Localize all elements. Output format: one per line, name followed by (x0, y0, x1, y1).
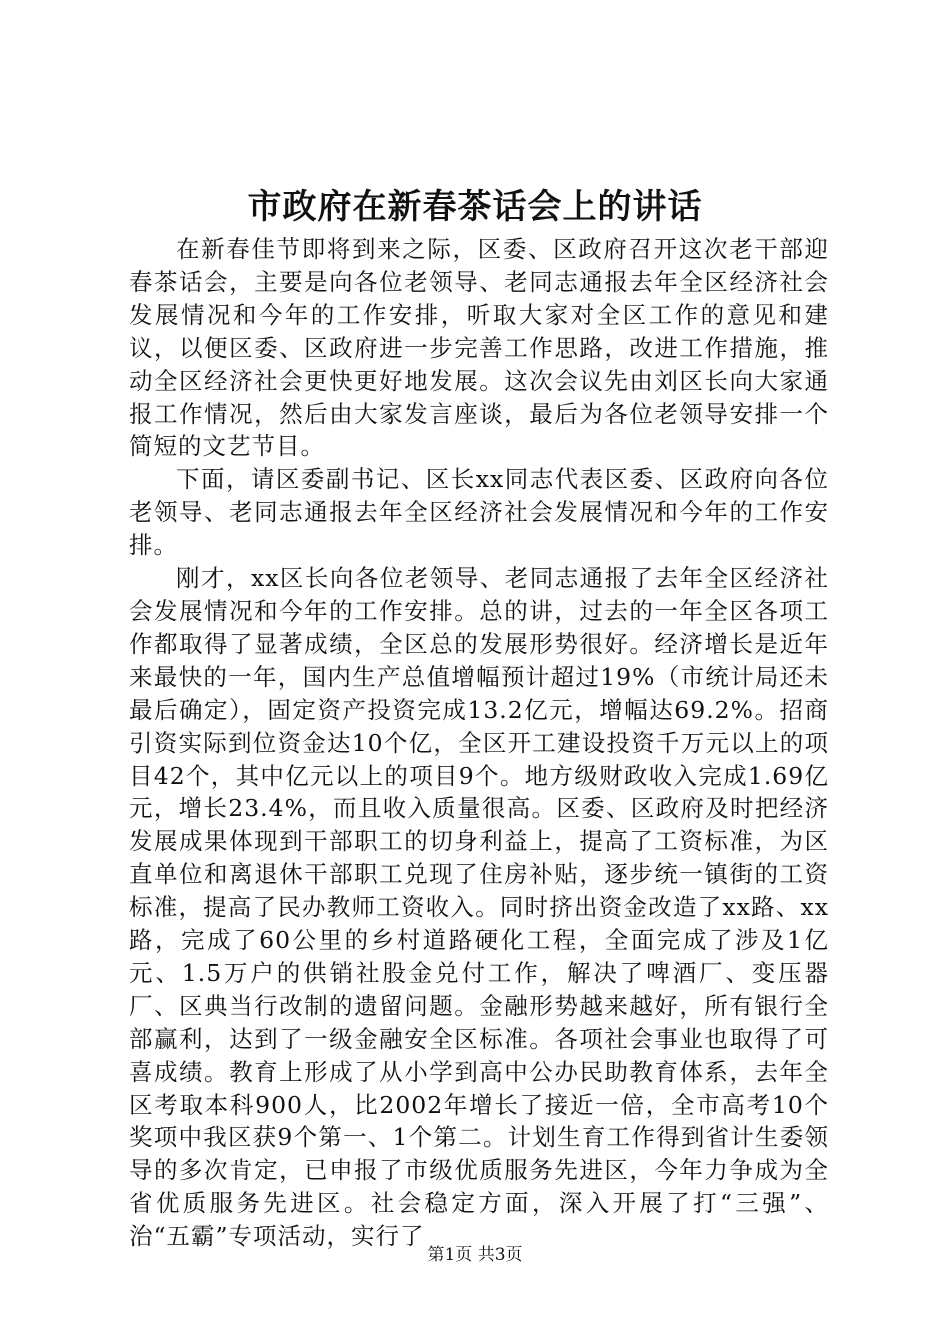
paragraph-3: 刚才，xx区长向各位老领导、老同志通报了去年全区经济社会发展情况和今年的工作安排。总的讲，过去的一年全区各项工作都取得了显著成绩，全区总的发展形势很好。经济增长是近年来最快的一年，国内生产总值增幅预计超过19%（市统计局还未最后确定），固定资产投资完成13.2亿元，增幅达69.2%。招商引资实际到位资金达10个亿，全区开工建设投资千万元以上的项目42个，其中亿元以上的项目9个。地方级财政收入完成1.69亿元，增长23.4%，而且收入质量很高。区委、区政府及时把经济发展成果体现到干部职工的切身利益上，提高了工资标准，为区直单位和离退休干部职工兑现了住房补贴，逐步统一镇街的工资标准，提高了民办教师工资收入。同时挤出资金改造了xx路、xx路，完成了60公里的乡村道路硬化工程，全面完成了涉及1亿元、1.5万户的供销社股金兑付工作，解决了啤酒厂、变压器厂、区典当行改制的遗留问题。金融形势越来越好，所有银行全部赢利，达到了一级金融安全区标准。各项社会事业也取得了可喜成绩。教育上形成了从小学到高中公办民助教育体系，去年全区考取本科900人，比2002年增长了接近一倍，全市高考10个奖项中我区获9个第一、1个第二。计划生育工作得到省计生委领导的多次肯定，已申报了市级优质服务先进区，今年力争成为全省优质服务先进区。社会稳定方面，深入开展了打“三强”、治“五霸”专项活动，实行了 (129, 564, 829, 1251)
page-footer (0, 1244, 950, 1266)
document-title: 市政府在新春茶话会上的讲话 (247, 187, 703, 227)
document-body (129, 233, 829, 1253)
paragraph-1: 在新春佳节即将到来之际，区委、区政府召开这次老干部迎春茶话会，主要是向各位老领导、老同志通报去年全区经济社会发展情况和今年的工作安排，听取大家对全区工作的意见和建议，以便区委、区政府进一步完善工作思路，改进工作措施，推动全区经济社会更快更好地发展。这次会议先由刘区长向大家通报工作情况，然后由大家发言座谈，最后为各位老领导安排一个简短的文艺节目。 (129, 235, 829, 461)
paragraph-2: 下面，请区委副书记、区长xx同志代表区委、区政府向各位老领导、老同志通报去年全区经济社会发展情况和今年的工作安排。 (129, 465, 829, 560)
page-number: 第1页 共3页 (427, 1245, 523, 1265)
